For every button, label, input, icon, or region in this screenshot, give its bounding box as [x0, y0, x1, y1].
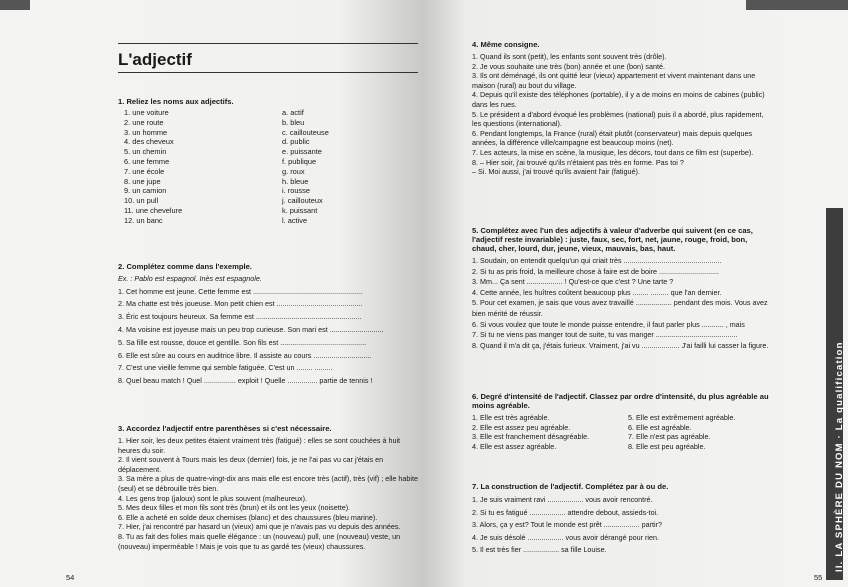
exercise-1-title: 1. Reliez les noms aux adjectifs. — [118, 97, 234, 106]
exercise-6-item: 8. Elle est peu agréable. — [628, 441, 706, 451]
noun-item: 6. une femme — [124, 156, 170, 166]
adjective-item: h. bleue — [282, 176, 309, 186]
exercise-6-item: 6. Elle est agréable. — [628, 422, 692, 432]
exercise-7-line: 4. Je suis désolé .................. vous avoir dérangé pour rien. — [472, 532, 659, 542]
noun-item: 7. une école — [124, 166, 165, 176]
exercise-3-line: 1. Hier soir, les deux petites étaient vraiment très (fatigué) : elles se sont couchées à huit heures du soir. — [118, 436, 401, 455]
exercise-7-line: 3. Alors, ça y est? Tout le monde est prêt .................. partir? — [472, 520, 663, 529]
adjective-item: d. public — [282, 137, 310, 147]
exercise-4-title: 4. Même consigne. — [472, 40, 540, 49]
exercise-7-line: 2. Si tu es fatigué .................. attendre debout, assieds-toi. — [472, 507, 659, 517]
noun-item: 2. une route — [124, 117, 164, 127]
exercise-4-line: 2. Je vous souhaite une très (bon) année et une (bon) santé. — [472, 61, 665, 71]
section-tab-label: II. LA SPHÈRE DU NOM · La qualification — [834, 341, 845, 572]
exercise-5-line: 4. Cette année, les huîtres coûtent beaucoup plus ........ ......... que l'an dernier. — [472, 287, 722, 297]
exercise-2-line: 5. Sa fille est rousse, douce et gentille. Son fils est ........................................... — [118, 337, 367, 347]
adjective-item: c. caillouteuse — [282, 127, 329, 137]
exercise-2-line: 1. Cet homme est jeune. Cette femme est ....................................................... — [118, 286, 363, 296]
exercise-7 — [472, 482, 772, 557]
exercise-4-line: 4. Depuis qu'il existe des téléphones (portable), il y a de moins en moins de cabines (public) dans les rues. — [472, 90, 765, 109]
exercise-6-item: 3. Elle est franchement désagréable. — [472, 432, 590, 442]
exercise-6-items — [472, 413, 772, 455]
noun-item: 8. une jupe — [124, 176, 161, 186]
exercise-4-line: 3. Ils ont déménagé, ils ont quitté leur (vieux) appartement et vivent maintenant dans une maison (rural) au bout du village. — [472, 71, 756, 90]
adjective-item: a. actif — [282, 108, 304, 117]
exercise-3-line: 5. Mes deux filles et mon fils sont très (brun) et ils ont les yeux (noisette). — [118, 503, 351, 513]
exercise-6 — [472, 392, 772, 455]
exercise-3 — [118, 424, 418, 551]
exercise-4 — [472, 40, 772, 177]
noun-item: 5. un chemin — [124, 147, 167, 157]
exercise-6-title: 6. Degré d'intensité de l'adjectif. Classez par ordre d'intensité, du plus agréable au moins agréable. — [472, 392, 769, 410]
exercise-4-line: 5. Le président a d'abord évoqué les problèmes (national) puis il a abordé, plus rapidement, les questions (international). — [472, 109, 764, 129]
nouns-column — [124, 108, 182, 226]
exercise-6-item: 7. Elle n'est pas agréable. — [628, 432, 711, 442]
exercise-5-line: 2. Si tu as pris froid, la meilleure chose à faire est de boire .............................. — [472, 266, 719, 276]
exercise-5-line: 1. Soudain, on entendit quelqu'un qui criait très ................................................. — [472, 256, 722, 265]
exercise-3-line: 4. Les gens trop (jaloux) sont le plus souvent (malheureux). — [118, 493, 307, 503]
exercise-4-line: 6. Pendant longtemps, la France (rural) était plutôt (conservateur) mais depuis quelques années, la différence ville/campagne est beaucoup moins (net). — [472, 128, 753, 148]
adjective-item: b. bleu — [282, 117, 305, 127]
adjective-item: k. puissant — [282, 205, 318, 215]
noun-item: 12. un banc — [124, 215, 163, 225]
exercise-5-line: 7. Si tu ne viens pas manger tout de suite, tu vas manger ......................................... — [472, 330, 738, 340]
exercise-4-line: – Si. Moi aussi, j'ai trouvé qu'ils avaient l'air (fatigué). — [472, 167, 640, 177]
exercise-3-line: 2. Il vient souvent à Tours mais les deux (dernier) fois, je ne l'ai pas vu car j'étais en déplacement. — [118, 455, 384, 474]
adjective-item: l. active — [282, 215, 308, 225]
exercise-4-line: 7. Les acteurs, la mise en scène, la musique, les décors, tout dans ce film est (superbe). — [472, 147, 754, 157]
title-rule-bottom — [118, 72, 418, 73]
right-page — [424, 0, 848, 587]
page-number: 54 — [66, 573, 75, 582]
exercise-5-title: 5. Complétez avec l'un des adjectifs à valeur d'adverbe qui suivent (en ce cas, l'adjectif reste invariable) : juste, faux, sec, fort, net, jaune, rouge, froid, bon, chaud, cher, lourd, dur, jeune, vieux, mauvais, bas, haut. — [472, 226, 753, 253]
exercise-5-line: 5. Pour cet examen, je sais que vous avez travaillé .................. pendant des mois. Vous avez bien mérité de réussir. — [472, 298, 768, 318]
exercise-2-line: 6. Elle est sûre au cours en auditrice libre. Il assiste au cours ............................. — [118, 350, 372, 360]
section-tab — [826, 208, 843, 580]
title-rule-top — [118, 43, 418, 44]
exercise-3-line: 7. Hier, j'ai rencontré par hasard un (vieux) ami que je n'avais pas vu depuis des années. — [118, 522, 401, 532]
page-edge-bar — [0, 0, 30, 10]
exercise-2 — [118, 262, 418, 388]
exercise-4-line: 8. – Hier soir, j'ai trouvé qu'ils n'étaient pas très en forme. Pas toi ? — [472, 157, 684, 167]
exercise-7-title: 7. La construction de l'adjectif. Complétez par à ou de. — [472, 482, 669, 491]
exercise-2-example: Ex. : Pablo est espagnol. Inès est espagnole. — [118, 274, 262, 283]
noun-item: 10. un pull — [124, 196, 159, 206]
noun-item: 11. une chevelure — [124, 205, 183, 215]
exercise-6-item: 1. Elle est très agréable. — [472, 413, 550, 422]
exercise-6-item: 4. Elle est assez agréable. — [472, 441, 557, 451]
noun-item: 3. un homme — [124, 127, 168, 137]
exercise-4-line: 1. Quand ils sont (petit), les enfants sont souvent très (drôle). — [472, 52, 667, 61]
exercise-6-item: 2. Elle est assez peu agréable. — [472, 422, 571, 432]
adjective-item: e. puissante — [282, 147, 322, 157]
noun-item: 1. une voiture — [124, 108, 169, 117]
adjective-item: f. publique — [282, 156, 317, 166]
exercise-2-line: 2. Ma chatte est très joueuse. Mon petit chien est ........................................... — [118, 299, 363, 309]
page-title: L'adjectif — [118, 50, 192, 69]
adjective-item: i. rousse — [282, 186, 310, 196]
exercise-6-item: 5. Elle est extrêmement agréable. — [628, 413, 736, 422]
noun-item: 9. un camion — [124, 186, 167, 196]
exercise-7-line: 1. Je suis vraiment ravi .................. vous avoir rencontré. — [472, 495, 653, 504]
exercise-6-right-column — [628, 413, 735, 451]
adjective-item: g. roux — [282, 166, 305, 176]
exercise-6-left-column — [472, 413, 589, 451]
exercise-3-line: 3. Sa mère a plus de quatre-vingt-dix ans mais elle est encore très (actif), très (vif) ; elle habite (seul) et se débrouille très bien. — [118, 474, 419, 493]
exercise-5-line: 6. Si vous voulez que toute le monde puisse entendre, il faut parler plus ........... , mais — [472, 319, 745, 329]
exercise-2-line: 7. C'est une vieille femme qui semble fatiguée. C'est un ........ ......... — [118, 363, 333, 373]
page-edge-bar — [746, 0, 848, 10]
adjective-item: j. caillouteux — [282, 196, 323, 206]
exercise-7-line: 5. Il est très fier .................. sa fille Louise. — [472, 545, 607, 554]
noun-item: 4. des cheveux — [124, 137, 174, 147]
exercise-3-title: 3. Accordez l'adjectif entre parenthèses si c'est nécessaire. — [118, 424, 332, 433]
exercise-2-line: 8. Quel beau match ! Quel ................ exploit ! Quelle ............... partie de tennis ! — [118, 376, 373, 386]
exercise-3-line: 8. Tu as fait des folies mais quelle élégance : un (nouveau) pull, une (nouveau) veste, un (nouveau) imperméable ! Mais je vois que tu as gardé tes (vieux) chaussures. — [118, 531, 401, 551]
exercise-3-line: 6. Elle a acheté en solde deux chemises (blanc) et des chaussures (bleu marine). — [118, 512, 378, 522]
exercise-5-line: 3. Mm... Ça sent .................. ! Qu'est-ce que c'est ? Une tarte ? — [472, 277, 674, 287]
exercise-2-line: 3. Éric est toujours heureux. Sa femme est ..................................................... — [118, 312, 362, 322]
page-number: 55 — [814, 573, 823, 582]
adjectives-column — [282, 108, 329, 226]
exercise-2-line: 4. Ma voisine est joyeuse mais un peu trop curieuse. Son mari est ........................... — [118, 324, 384, 334]
exercise-5-line: 8. Quand il m'a dit ça, j'étais furieux. Vraiment, j'ai vu ................... J'ai failli lui casser la figure. — [472, 340, 769, 350]
exercise-5 — [472, 226, 772, 351]
exercise-2-title: 2. Complétez comme dans l'exemple. — [118, 262, 252, 271]
